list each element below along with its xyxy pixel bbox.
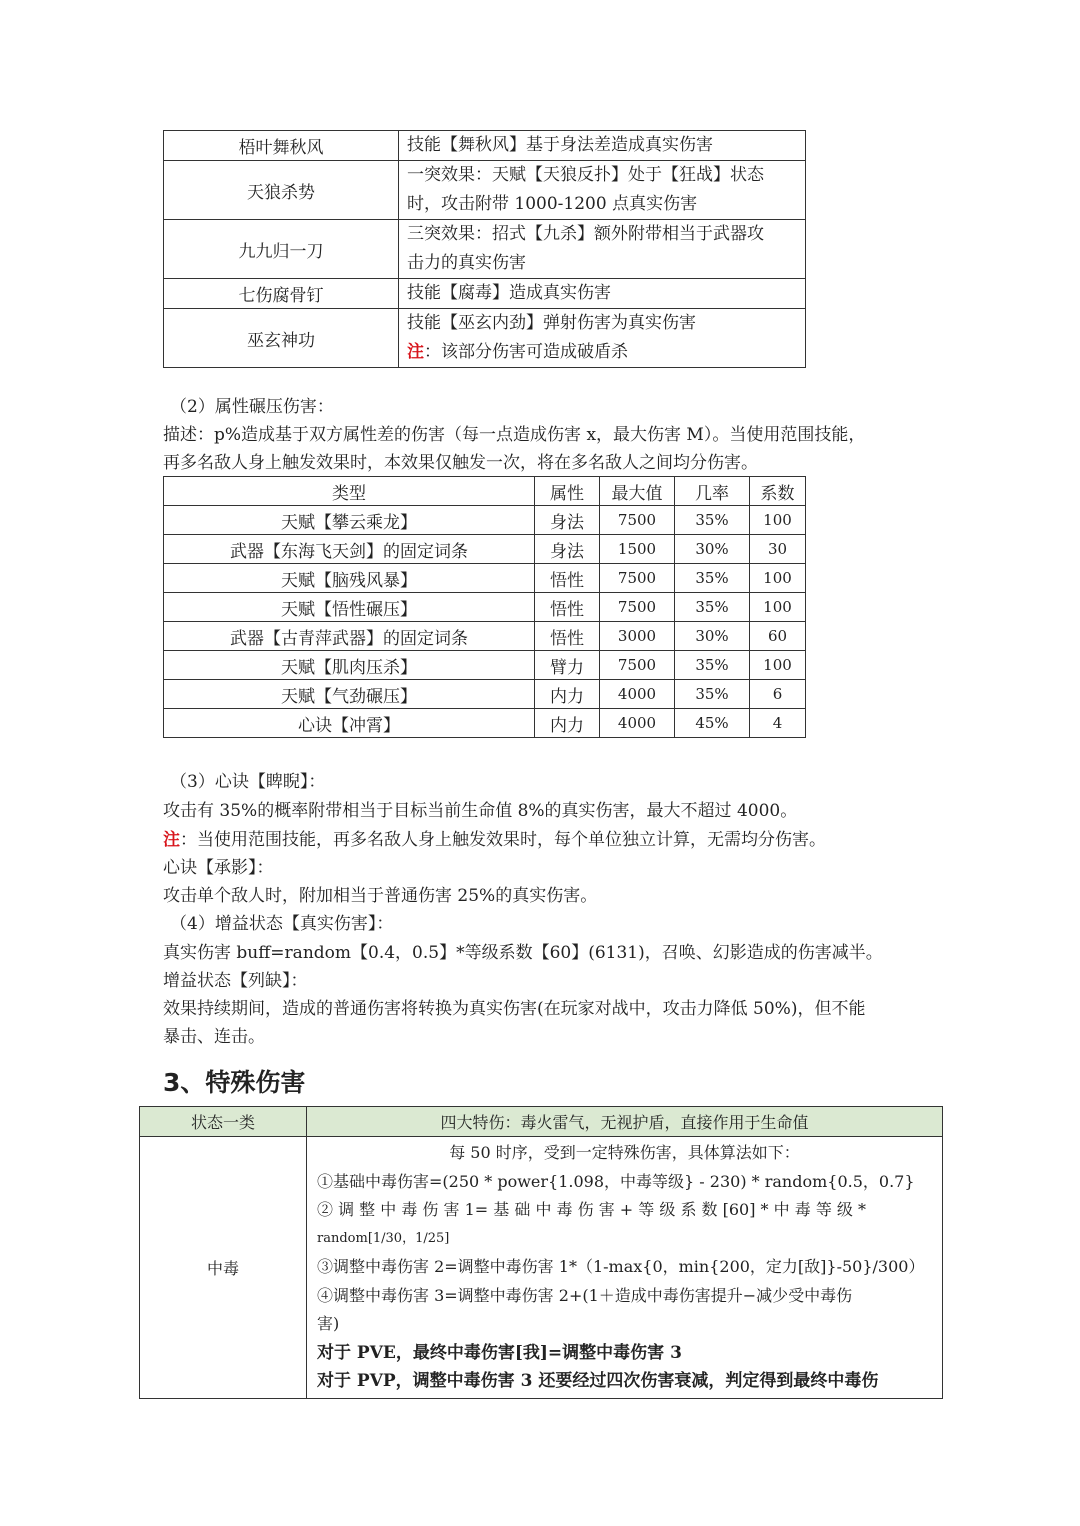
source-note: [407, 338, 797, 367]
note-text: ：该部分伤害可造成破盾杀: [424, 342, 628, 362]
paragraph: 再多名敌人身上触发效果时，本效果仅触发一次，将在多名敌人之间均分伤害。: [163, 453, 758, 473]
table-row: [164, 651, 806, 680]
section-heading: （3）心诀【睥睨】：: [170, 772, 326, 792]
cell-attribute: 臂力: [535, 651, 600, 680]
table-row: [164, 161, 806, 220]
state-name: 中毒: [140, 1137, 307, 1399]
paragraph: 增益状态【列缺】：: [163, 971, 308, 991]
cell-max: 4000: [600, 680, 675, 709]
cell-attribute: 身法: [535, 506, 600, 535]
cell-attribute: 身法: [535, 535, 600, 564]
table-row: [164, 564, 806, 593]
cell-max: 7500: [600, 593, 675, 622]
table-row: [164, 593, 806, 622]
true-damage-source-table: [163, 130, 806, 368]
section-heading: （2）属性碾压伤害：: [170, 397, 334, 417]
table-row: [164, 709, 806, 738]
table-row: [164, 279, 806, 309]
column-header: 四大特伤：毒火雷气，无视护盾，直接作用于生命值: [307, 1107, 943, 1137]
note-paragraph: [163, 826, 826, 855]
cell-chance: 45%: [675, 709, 750, 738]
formula-line: ② 调 整 中 毒 伤 害 1= 基 础 中 毒 伤 害 + 等 级 系 数 [60] * 中 毒 等 级 *: [317, 1200, 866, 1219]
column-header: 属性: [535, 477, 600, 506]
paragraph: 攻击有 35%的概率附带相当于目标当前生命值 8%的真实伤害，最大不超过 4000。: [163, 801, 798, 821]
table-row: [140, 1137, 943, 1399]
formula-line: 对于 PVE，最终中毒伤害[我]=调整中毒伤害 3: [317, 1342, 682, 1363]
paragraph: 效果持续期间，造成的普通伤害将转换为真实伤害(在玩家对战中，攻击力降低 50%)，但不能: [163, 999, 866, 1019]
source-desc: 技能【巫玄内劲】弹射伤害为真实伤害: [407, 313, 696, 333]
cell-type: 天赋【攀云乘龙】: [164, 506, 535, 535]
source-desc: 一突效果：天赋【天狼反扑】处于【狂战】状态: [407, 165, 764, 185]
cell-attribute: 内力: [535, 680, 600, 709]
cell-coef: 100: [750, 564, 806, 593]
special-damage-table: [139, 1106, 943, 1399]
cell-max: 7500: [600, 506, 675, 535]
cell-chance: 30%: [675, 535, 750, 564]
cell-type: 天赋【气劲碾压】: [164, 680, 535, 709]
formula-line: random[1/30，1/25]: [317, 1230, 450, 1246]
cell-max: 4000: [600, 709, 675, 738]
paragraph: 描述：p%造成基于双方属性差的伤害（每一点造成伤害 x，最大伤害 M）。当使用范围技能，: [163, 425, 866, 445]
section-heading: （4）增益状态【真实伤害】：: [170, 914, 394, 934]
column-header: 最大值: [600, 477, 675, 506]
cell-chance: 30%: [675, 622, 750, 651]
source-desc: 三突效果：招式【九杀】额外附带相当于武器攻: [407, 224, 764, 244]
table-row: [164, 680, 806, 709]
cell-attribute: 悟性: [535, 622, 600, 651]
table-row: [164, 535, 806, 564]
cell-coef: 30: [750, 535, 806, 564]
source-desc: 技能【腐毒】造成真实伤害: [407, 283, 611, 303]
cell-type: 天赋【肌肉压杀】: [164, 651, 535, 680]
column-header: 系数: [750, 477, 806, 506]
formula-line: 每 50 时序，受到一定特殊伤害，具体算法如下：: [449, 1143, 800, 1162]
formula-line: ①基础中毒伤害=(250 * power{1.098，中毒等级} - 230) * random{0.5，0.7}: [317, 1171, 915, 1191]
cell-max: 1500: [600, 535, 675, 564]
table-row: [164, 131, 806, 161]
cell-chance: 35%: [675, 680, 750, 709]
cell-attribute: 内力: [535, 709, 600, 738]
table-header-row: [164, 477, 806, 506]
formula-line: ③调整中毒伤害 2=调整中毒伤害 1*（1-max{0，min{200，定力[敌]}-50}/300）: [317, 1257, 925, 1276]
table-row: [164, 506, 806, 535]
source-name: 九九归一刀: [164, 220, 399, 279]
table-header-row: [140, 1107, 943, 1137]
note-text: ：当使用范围技能，再多名敌人身上触发效果时，每个单位独立计算，无需均分伤害。: [180, 830, 826, 850]
cell-coef: 4: [750, 709, 806, 738]
cell-chance: 35%: [675, 564, 750, 593]
source-name: 七伤腐骨钉: [164, 279, 399, 309]
cell-max: 3000: [600, 622, 675, 651]
formula-line: 害): [317, 1314, 340, 1333]
paragraph: 攻击单个敌人时，附加相当于普通伤害 25%的真实伤害。: [163, 886, 598, 906]
cell-chance: 35%: [675, 651, 750, 680]
table-row: [164, 309, 806, 368]
cell-chance: 35%: [675, 593, 750, 622]
source-desc: 技能【舞秋风】基于身法差造成真实伤害: [407, 135, 713, 155]
cell-type: 武器【古青萍武器】的固定词条: [164, 622, 535, 651]
column-header: 状态一类: [140, 1107, 307, 1137]
source-name: 巫玄神功: [164, 309, 399, 368]
cell-attribute: 悟性: [535, 564, 600, 593]
paragraph: 暴击、连击。: [163, 1027, 265, 1047]
column-header: 类型: [164, 477, 535, 506]
cell-coef: 6: [750, 680, 806, 709]
cell-type: 武器【东海飞天剑】的固定词条: [164, 535, 535, 564]
section-title: 3、特殊伤害: [163, 1068, 306, 1097]
source-name: 梧叶舞秋风: [164, 131, 399, 161]
paragraph: 真实伤害 buff=random【0.4，0.5】*等级系数【60】(6131)，召唤、幻影造成的伤害减半。: [163, 943, 883, 963]
table-row: [164, 622, 806, 651]
table-row: [164, 220, 806, 279]
cell-coef: 100: [750, 506, 806, 535]
note-label: 注: [163, 830, 180, 850]
cell-attribute: 悟性: [535, 593, 600, 622]
formula-line: 对于 PVP，调整中毒伤害 3 还要经过四次伤害衰减，判定得到最终中毒伤: [317, 1371, 879, 1391]
cell-chance: 35%: [675, 506, 750, 535]
cell-type: 天赋【脑残风暴】: [164, 564, 535, 593]
cell-coef: 60: [750, 622, 806, 651]
column-header: 几率: [675, 477, 750, 506]
cell-coef: 100: [750, 593, 806, 622]
paragraph: 心诀【承影】：: [163, 858, 274, 878]
formula-line: ④调整中毒伤害 3=调整中毒伤害 2+(1＋造成中毒伤害提升−减少受中毒伤: [317, 1285, 853, 1305]
source-name: 天狼杀势: [164, 161, 399, 220]
cell-type: 天赋【悟性碾压】: [164, 593, 535, 622]
cell-max: 7500: [600, 564, 675, 593]
source-desc: 击力的真实伤害: [407, 253, 526, 273]
cell-max: 7500: [600, 651, 675, 680]
cell-coef: 100: [750, 651, 806, 680]
note-label: 注: [407, 342, 424, 362]
attribute-crush-table: [163, 476, 806, 738]
source-desc: 时，攻击附带 1000-1200 点真实伤害: [407, 194, 698, 214]
cell-type: 心诀【冲霄】: [164, 709, 535, 738]
